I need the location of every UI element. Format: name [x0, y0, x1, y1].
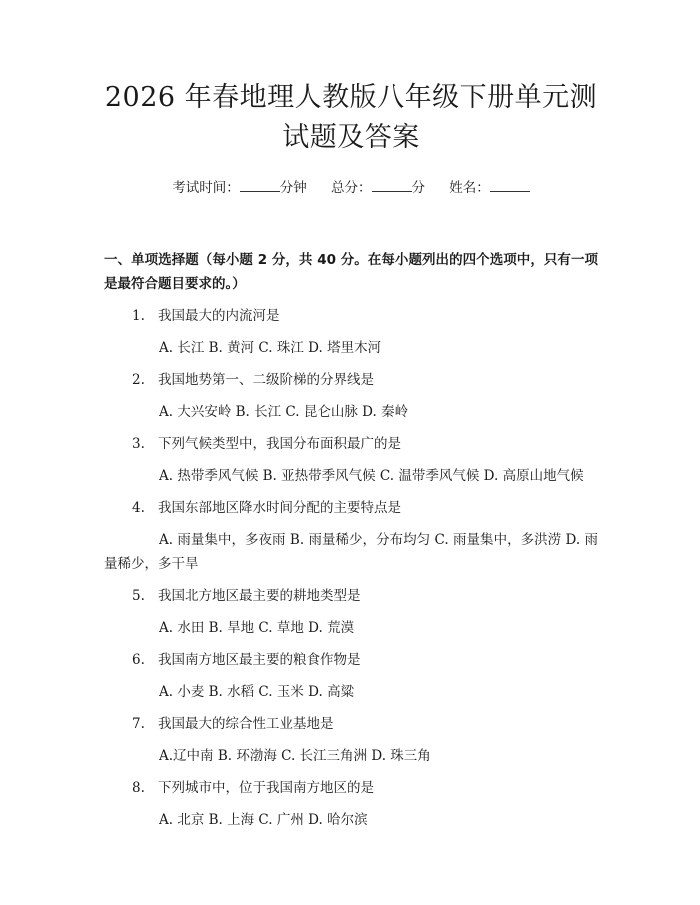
question-number: 4.	[132, 500, 145, 516]
question-number: 7.	[132, 716, 145, 732]
question-text: 下列城市中，位于我国南方地区的是	[158, 780, 374, 796]
question-item	[104, 776, 598, 832]
section-heading: 一、单项选择题（每小题 2 分，共 40 分。在每小题列出的四个选项中，只有一项是最符合题目要求的。）	[104, 252, 598, 292]
question-stem	[104, 648, 598, 672]
question-text: 下列气候类型中，我国分布面积最广的是	[158, 436, 401, 452]
question-item	[104, 368, 598, 424]
question-item	[104, 496, 598, 576]
question-text: 我国东部地区降水时间分配的主要特点是	[158, 500, 401, 516]
question-item	[104, 432, 598, 488]
question-options: A.辽中南 B. 环渤海 C. 长江三角洲 D. 珠三角	[159, 748, 431, 764]
question-number: 6.	[132, 652, 145, 668]
question-list	[104, 304, 598, 832]
question-item	[104, 648, 598, 704]
question-stem	[104, 496, 598, 520]
student-name-blank	[490, 179, 530, 192]
student-name-label: 姓名：	[449, 180, 490, 196]
question-stem	[104, 432, 598, 456]
question-options: A. 水田 B. 旱地 C. 草地 D. 荒漠	[159, 620, 355, 636]
question-options: A. 雨量集中，多夜雨 B. 雨量稀少，分布均匀 C. 雨量集中，多洪涝 D. 雨量稀少，多干旱	[104, 532, 598, 572]
question-stem	[104, 776, 598, 800]
question-options: A. 小麦 B. 水稻 C. 玉米 D. 高粱	[159, 684, 355, 700]
question-stem	[104, 368, 598, 392]
question-item	[104, 712, 598, 768]
question-text: 我国最大的综合性工业基地是	[158, 716, 334, 732]
question-stem	[104, 712, 598, 736]
total-score-field	[331, 178, 425, 198]
total-score-label: 总分：	[331, 180, 372, 196]
question-text: 我国南方地区最主要的粮食作物是	[158, 652, 361, 668]
student-name-field	[449, 178, 530, 198]
question-text: 我国地势第一、二级阶梯的分界线是	[158, 372, 374, 388]
question-number: 1.	[132, 308, 145, 324]
question-stem	[104, 304, 598, 328]
question-number: 3.	[132, 436, 145, 452]
question-item	[104, 304, 598, 360]
exam-time-field	[172, 178, 307, 198]
total-score-blank	[372, 179, 412, 192]
question-text: 我国最大的内流河是	[158, 308, 280, 324]
exam-time-unit: 分钟	[279, 180, 307, 196]
exam-time-label: 考试时间：	[172, 180, 240, 196]
question-options: A. 北京 B. 上海 C. 广州 D. 哈尔滨	[159, 812, 368, 828]
exam-info-line	[104, 178, 598, 198]
page-title: 2026 年春地理人教版八年级下册单元测试题及答案	[104, 82, 598, 153]
exam-time-blank	[240, 179, 280, 192]
question-stem	[104, 584, 598, 608]
question-number: 2.	[132, 372, 145, 388]
question-number: 5.	[132, 588, 145, 604]
question-item	[104, 584, 598, 640]
question-text: 我国北方地区最主要的耕地类型是	[158, 588, 361, 604]
question-options: A. 长江 B. 黄河 C. 珠江 D. 塔里木河	[159, 340, 382, 356]
total-score-unit: 分	[411, 180, 425, 196]
question-number: 8.	[132, 780, 145, 796]
question-options: A. 大兴安岭 B. 长江 C. 昆仑山脉 D. 秦岭	[159, 404, 409, 420]
question-options: A. 热带季风气候 B. 亚热带季风气候 C. 温带季风气候 D. 高原山地气候	[159, 468, 584, 484]
